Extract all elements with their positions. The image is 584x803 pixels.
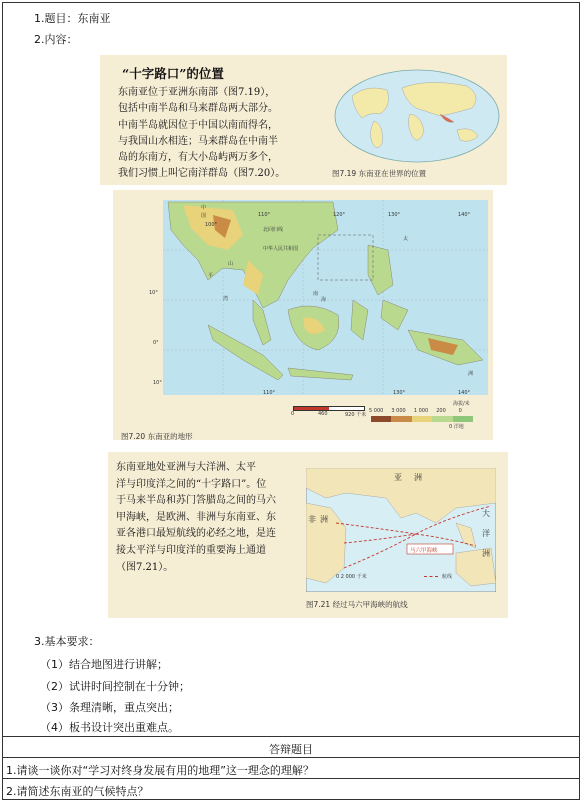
map-label-hai: 海 xyxy=(321,297,327,303)
scale-460: 460 xyxy=(318,411,328,417)
route-label-oceania-3: 洲 xyxy=(482,549,490,558)
southeast-asia-terrain-map xyxy=(113,190,493,440)
textbook-paragraph-2 xyxy=(116,460,276,576)
legend-title: 海拔/米 xyxy=(453,401,470,407)
figure-7-21-caption: 图7.21 经过马六甲海峡的航线 xyxy=(306,600,408,609)
textbook-panel-2 xyxy=(108,452,508,618)
requirement-item-3: （3）条理清晰，重点突出； xyxy=(40,701,179,714)
para2-line: 东南亚地处亚洲与大洋洲、太平 xyxy=(116,462,256,473)
map-label-prc: 中华人民共和国 xyxy=(263,246,299,252)
legend-suffix: 0 洋地 xyxy=(449,424,464,430)
world-map-figure xyxy=(332,66,502,166)
para2-line: 亚各港口最短航线的必经之地，是连 xyxy=(116,528,276,540)
map-label-0: 0° xyxy=(153,340,159,346)
textbook-panel-1 xyxy=(100,55,507,185)
divider-2 xyxy=(2,757,580,758)
textbook-paragraph-1 xyxy=(118,85,285,183)
route-legend-line xyxy=(424,576,438,577)
figure-7-19-caption: 图7.19 东南亚在世界的位置 xyxy=(332,169,427,178)
legend-level: 200 xyxy=(436,408,446,414)
map-label-140: 140° xyxy=(458,212,471,218)
map-label-ping: 平 xyxy=(208,273,214,279)
terrain-map-panel xyxy=(113,190,493,440)
route-label-strait: 马六甲海峡 xyxy=(410,548,438,554)
para2-line: 洋与印度洋之间的“十字路口”。位 xyxy=(116,478,267,490)
route-label-oceania-2: 洋 xyxy=(482,529,490,538)
map-label-nan: 南 xyxy=(313,291,319,297)
map-label-10n: 10° xyxy=(149,290,158,296)
legend-levels xyxy=(369,408,479,414)
map-label-110s: 110° xyxy=(263,390,276,396)
legend-level: 0 xyxy=(458,408,462,414)
map-label-100: 100° xyxy=(205,222,218,228)
para2-line: （图7.21）。 xyxy=(116,561,174,573)
map-label-zhong: 中 xyxy=(201,205,207,211)
route-label-asia-2: 洲 xyxy=(414,473,422,482)
route-scale: 0 2 000 千米 xyxy=(336,574,367,580)
para1-line: 岛的东南方，有大小岛屿两万多个， xyxy=(118,152,278,164)
map-label-wan: 湾 xyxy=(223,296,229,302)
section-title: “十字路口”的位置 xyxy=(122,66,224,81)
route-legend-label: 航线 xyxy=(442,574,453,580)
scale-920: 920 千米 xyxy=(345,412,367,418)
elevation-legend xyxy=(371,416,473,422)
divider-3 xyxy=(2,778,580,779)
scale-0: 0 xyxy=(291,411,295,417)
requirement-item-1: （1）结合地图进行讲解； xyxy=(40,658,168,671)
topic-label: 1.题目：东南亚 xyxy=(34,12,111,25)
para1-line: 中南半岛就因位于中国以南而得名， xyxy=(118,119,278,131)
requirement-item-2: （2）试讲时间控制在十分钟； xyxy=(40,680,190,693)
legend-level: 5 000 xyxy=(369,408,384,414)
map-label-shan: 山 xyxy=(228,261,234,267)
divider-1 xyxy=(2,736,580,737)
route-label-oceania-1: 大 xyxy=(482,509,490,518)
map-label-110n: 110° xyxy=(258,212,271,218)
requirements-label: 3.基本要求： xyxy=(34,635,100,648)
requirement-item-4: （4）板书设计突出重难点。 xyxy=(40,721,179,734)
para1-line: 与我国山水相连；马来群岛在中南半 xyxy=(118,135,278,147)
figure-7-20-caption: 图7.20 东南亚的地形 xyxy=(121,432,193,441)
para1-line: 我们习惯上叫它南洋群岛（图7.20）。 xyxy=(118,168,286,180)
map-label-zhou: 洲 xyxy=(468,371,474,377)
para2-line: 接太平洋与印度洋的重要海上通道 xyxy=(116,544,266,556)
route-label-africa-1: 非 xyxy=(308,515,316,524)
map-label-140s: 140° xyxy=(458,390,471,396)
content-label: 2.内容： xyxy=(34,33,78,46)
para1-line: 东南亚位于亚洲东南部（图7.19）， xyxy=(118,87,276,98)
legend-level: 1 000 xyxy=(413,408,429,414)
map-label-130s: 130° xyxy=(393,390,406,396)
defense-question-1: 1.请谈一谈你对“学习对终身发展有用的地理”这一理念的理解？ xyxy=(6,764,314,777)
defense-question-2: 2.请简述东南亚的气候特点？ xyxy=(6,785,149,798)
legend-level: 3 000 xyxy=(391,408,406,414)
map-label-10s: 10° xyxy=(153,380,162,386)
route-map-figure xyxy=(306,468,496,592)
map-label-tai: 太 xyxy=(403,236,409,242)
para2-line: 于马来半岛和苏门答腊岛之间的马六 xyxy=(116,495,276,507)
defense-header: 答辩题目 xyxy=(269,743,313,756)
route-label-africa-2: 洲 xyxy=(320,515,328,524)
route-label-asia-1: 亚 xyxy=(394,473,402,482)
para1-line: 包括中南半岛和马来群岛两大部分。 xyxy=(118,103,278,115)
para2-line: 甲海峡，是欧洲、非洲与东南亚、东 xyxy=(116,511,276,523)
map-label-guo: 国 xyxy=(201,213,207,219)
map-label-tropic: 北回归线 xyxy=(263,227,284,233)
map-label-120: 120° xyxy=(333,212,346,218)
map-label-130: 130° xyxy=(388,212,401,218)
